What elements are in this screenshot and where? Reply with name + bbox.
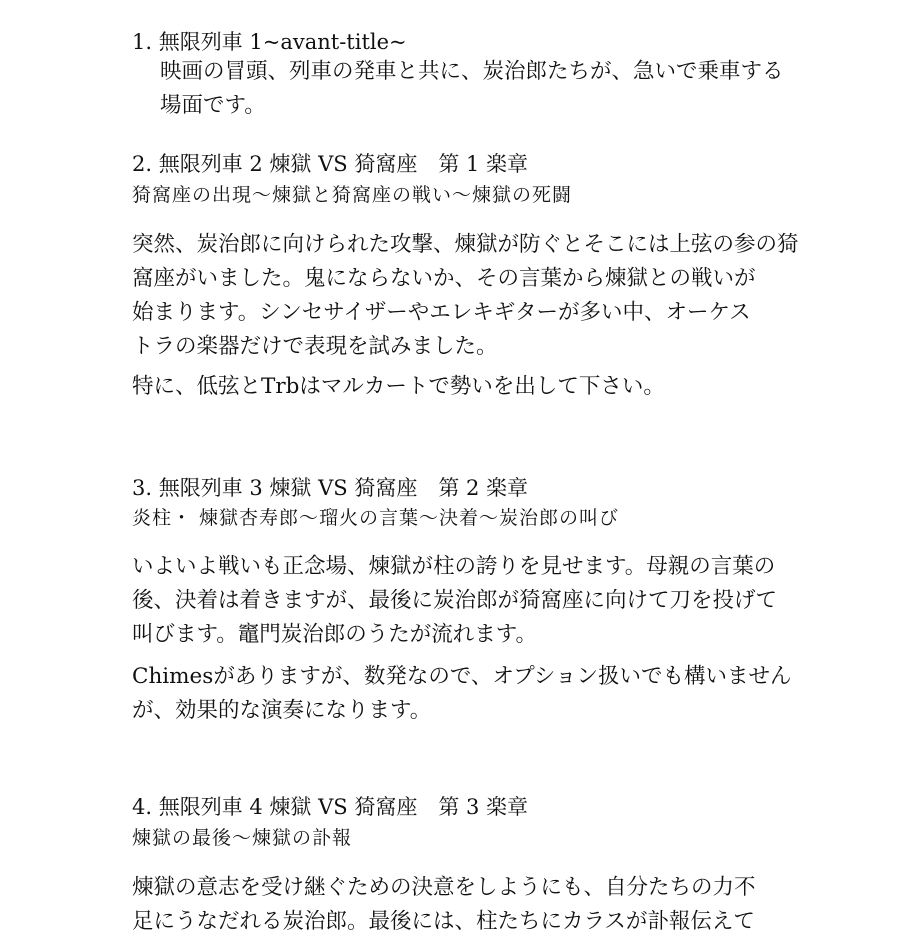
paragraph-line: 場面です。 [160, 93, 266, 118]
section-3-subtitle: 炎柱・ 煉獄杏寿郎〜瑠火の言葉〜決着〜炭治郎の叫び [132, 507, 620, 529]
section-1-heading: 1. 無限列車 1~avant-title~ [132, 30, 407, 54]
paragraph-line: トラの楽器だけで表現を試みました。 [132, 334, 498, 359]
paragraph-line: 始まります。シンセサイザーやエレキギターが多い中、オーケス [132, 300, 751, 325]
section-3-heading: 3. 無限列車 3 煉獄 VS 猗窩座 第 2 楽章 [132, 476, 529, 500]
paragraph-line: 窩座がいました。鬼にならないか、その言葉から煉獄との戦いが [132, 266, 756, 291]
paragraph-line: 叫びます。竈門炭治郎のうたが流れます。 [132, 622, 538, 647]
section-1-paragraph [160, 55, 800, 123]
section-3-paragraph-2 [132, 660, 794, 728]
section-4-subtitle: 煉獄の最後〜煉獄の訃報 [132, 827, 353, 849]
paragraph-line: 映画の冒頭、列車の発車と共に、炭治郎たちが、急いで乗車する [160, 59, 784, 84]
section-4-paragraph-1 [132, 871, 794, 939]
paragraph-line: 足にうなだれる炭治郎。最後には、柱たちにカラスが訃報伝えて [132, 909, 755, 934]
section-4-heading: 4. 無限列車 4 煉獄 VS 猗窩座 第 3 楽章 [132, 795, 529, 819]
section-2-subtitle: 猗窩座の出現〜煉獄と猗窩座の戦い〜煉獄の死闘 [132, 184, 573, 206]
section-2-paragraph-1 [132, 228, 799, 364]
paragraph-line: いよいよ戦いも正念場、煉獄が柱の誇りを見せます。母親の言葉の [132, 554, 776, 579]
paragraph-line: 特に、低弦とTrbはマルカートで勢いを出して下さい。 [132, 374, 665, 399]
paragraph-line: 突然、炭治郎に向けられた攻撃、煉獄が防ぐとそこには上弦の参の猗 [132, 232, 799, 257]
section-3-paragraph-1 [132, 550, 794, 652]
paragraph-line: が、効果的な演奏になります。 [132, 698, 432, 723]
paragraph-line: 煉獄の意志を受け継ぐための決意をしようにも、自分たちの力不 [132, 875, 756, 900]
section-2-heading: 2. 無限列車 2 煉獄 VS 猗窩座 第 1 楽章 [132, 152, 529, 176]
paragraph-line: 後、決着は着きますが、最後に炭治郎が猗窩座に向けて刀を投げて [132, 588, 778, 613]
paragraph-line: Chimesがありますが、数発なので、オプション扱いでも構いません [132, 664, 792, 689]
section-2-paragraph-2 [132, 370, 794, 404]
